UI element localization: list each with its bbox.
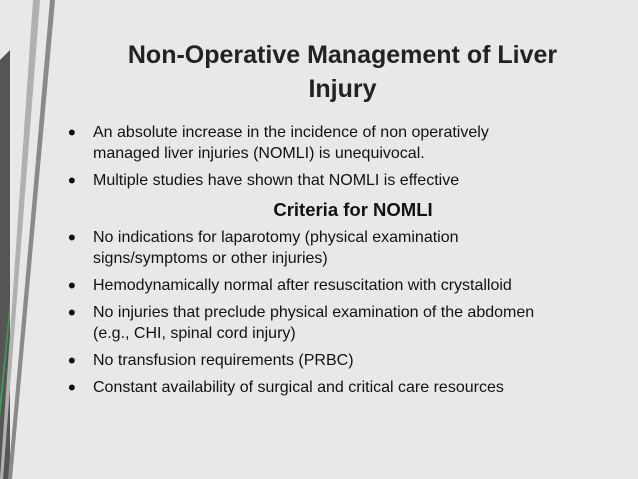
bullet-list	[68, 122, 613, 398]
item-text	[93, 227, 613, 269]
bullet-icon: •	[68, 168, 76, 193]
item-text	[93, 122, 613, 164]
item-line: Hemodynamically normal after resuscitation with crystalloid	[93, 277, 512, 294]
list-item	[68, 122, 613, 164]
item-text	[93, 302, 613, 344]
title-line-1: Non-Operative Management of Liver	[127, 41, 558, 69]
item-line: Constant availability of surgical and critical care resources	[93, 379, 504, 396]
bullet-icon: •	[68, 375, 76, 400]
bullet-icon: •	[68, 273, 76, 298]
criteria-heading: Criteria for NOMLI	[273, 199, 433, 220]
list-item	[68, 377, 613, 398]
slide-title	[70, 38, 615, 106]
bullet-icon: •	[68, 300, 76, 325]
title-line-2: Injury	[308, 75, 377, 103]
item-text	[93, 350, 613, 371]
item-text	[93, 275, 613, 296]
list-item	[68, 302, 613, 344]
item-line: An absolute increase in the incidence of non operatively	[93, 124, 489, 141]
list-item	[68, 227, 613, 269]
item-line: No injuries that preclude physical examination of the abdomen	[93, 304, 535, 321]
list-item	[68, 170, 613, 191]
decorative-stripes	[0, 0, 60, 479]
item-text	[93, 377, 613, 398]
item-line: No transfusion requirements (PRBC)	[93, 352, 354, 369]
item-line: Multiple studies have shown that NOMLI is effective	[93, 172, 460, 189]
bullet-icon: •	[68, 225, 76, 250]
item-line: No indications for laparotomy (physical examination	[93, 229, 459, 246]
list-item	[68, 350, 613, 371]
bullet-icon: •	[68, 348, 76, 373]
bullet-icon: •	[68, 120, 76, 145]
list-item	[68, 275, 613, 296]
item-line: signs/symptoms or other injuries)	[93, 250, 328, 267]
item-text	[93, 170, 613, 191]
item-line: (e.g., CHI, spinal cord injury)	[93, 325, 296, 342]
item-line: managed liver injuries (NOMLI) is unequivocal.	[93, 145, 425, 162]
